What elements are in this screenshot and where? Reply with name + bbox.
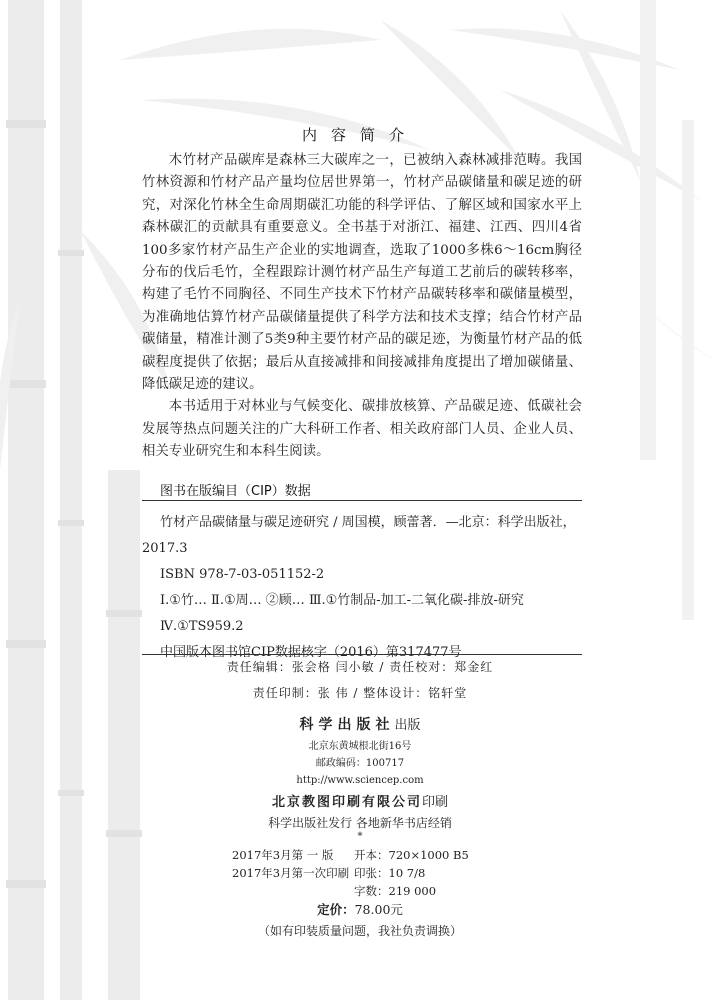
cip-record [142,510,582,666]
abstract-body [142,150,582,464]
cip-top-rule [142,500,582,501]
separator-star: * [357,831,363,842]
distribution-line: 科学出版社发行 各地新华书店经销 [268,816,452,830]
cip-classification: Ⅰ.①竹… Ⅱ.①周… ②顾… Ⅲ.①竹制品-加工-二氧化碳-排放-研究 [160,593,524,608]
word-count: 字数：219 000 [354,884,437,898]
cip-bottom-rule [142,654,582,655]
publication-info [232,846,492,900]
sheets: 印张：10 7/8 [354,866,426,880]
publisher-url: http://www.sciencep.com [296,775,424,786]
publisher-block [0,714,720,842]
cip-record-number: 中国版本图书馆CIP数据核字（2016）第317477号 [160,645,462,660]
publisher-postcode: 邮政编码：100717 [315,758,405,769]
publisher-address: 北京东黄城根北街16号 [308,741,412,752]
abstract-paragraph: 木竹材产品碳库是森林三大碳库之一，已被纳入森林减排范畴。我国竹林资源和竹材产品产量均位居世界第一，竹材产品碳储量和碳足迹的研究，对深化竹林全生命周期碳汇功能的科学评估、了解区域和国家水平上森林碳汇的贡献具有重要意义。全书基于对浙江、福建、江西、四川4省100多家竹材产品生产企业的实地调查，选取了1000多株6～16cm胸径分布的伐后毛竹，全程跟踪计测竹材产品生产每道工艺前后的碳转移率，构建了毛竹不同胸径、不同生产技术下竹材产品碳转移率和碳储量模型，为准确地估算竹材产品碳储量提供了科学方法和技术支撑；结合竹材产品碳储量，精准计测了5类9种主要竹材产品的碳足迹，为衡量竹材产品的低碳程度提供了依据；最后从直接减排和间接减排角度提出了增加碳储量、降低碳足迹的建议。 [142,153,582,393]
printer-name: 北京教图印刷有限公司 [271,795,422,810]
abstract-paragraph: 本书适用于对林业与气候变化、碳排放核算、产品碳足迹、低碳社会发展等热点问题关注的广大科研工作者、相关政府部门人员、企业人员、相关专业研究生和本科生阅读。 [142,399,582,460]
printer-suffix: 印刷 [422,795,449,810]
publisher-name: 科学出版社 [299,717,395,733]
cip-classification-code: Ⅳ.①TS959.2 [160,619,244,634]
cip-title-line: 竹材产品碳储量与碳足迹研究 / 周国模，顾蕾著．—北京：科学出版社， [160,515,576,530]
cip-isbn: ISBN 978-7-03-051152-2 [160,567,325,582]
editor-credits: 责任编辑：张会格 闫小敏 / 责任校对：郑金红 [226,660,494,674]
cip-heading: 图书在版编目（CIP）数据 [160,484,311,499]
printing: 2017年3月第一次印刷 [232,866,350,880]
cip-year-line: 2017.3 [142,541,188,556]
edition: 2017年3月第 一 版 [232,848,334,862]
publisher-suffix: 出版 [394,718,421,733]
format: 开本：720×1000 B5 [354,848,469,862]
price-value: 78.00元 [354,902,403,917]
design-credits: 责任印制：张 伟 / 整体设计：铭轩堂 [252,686,468,700]
price [0,900,720,918]
price-label: 定价： [317,902,355,917]
abstract-title: 内容简介 [301,126,418,144]
quality-notice: （如有印装质量问题，我社负责调换） [257,924,462,938]
